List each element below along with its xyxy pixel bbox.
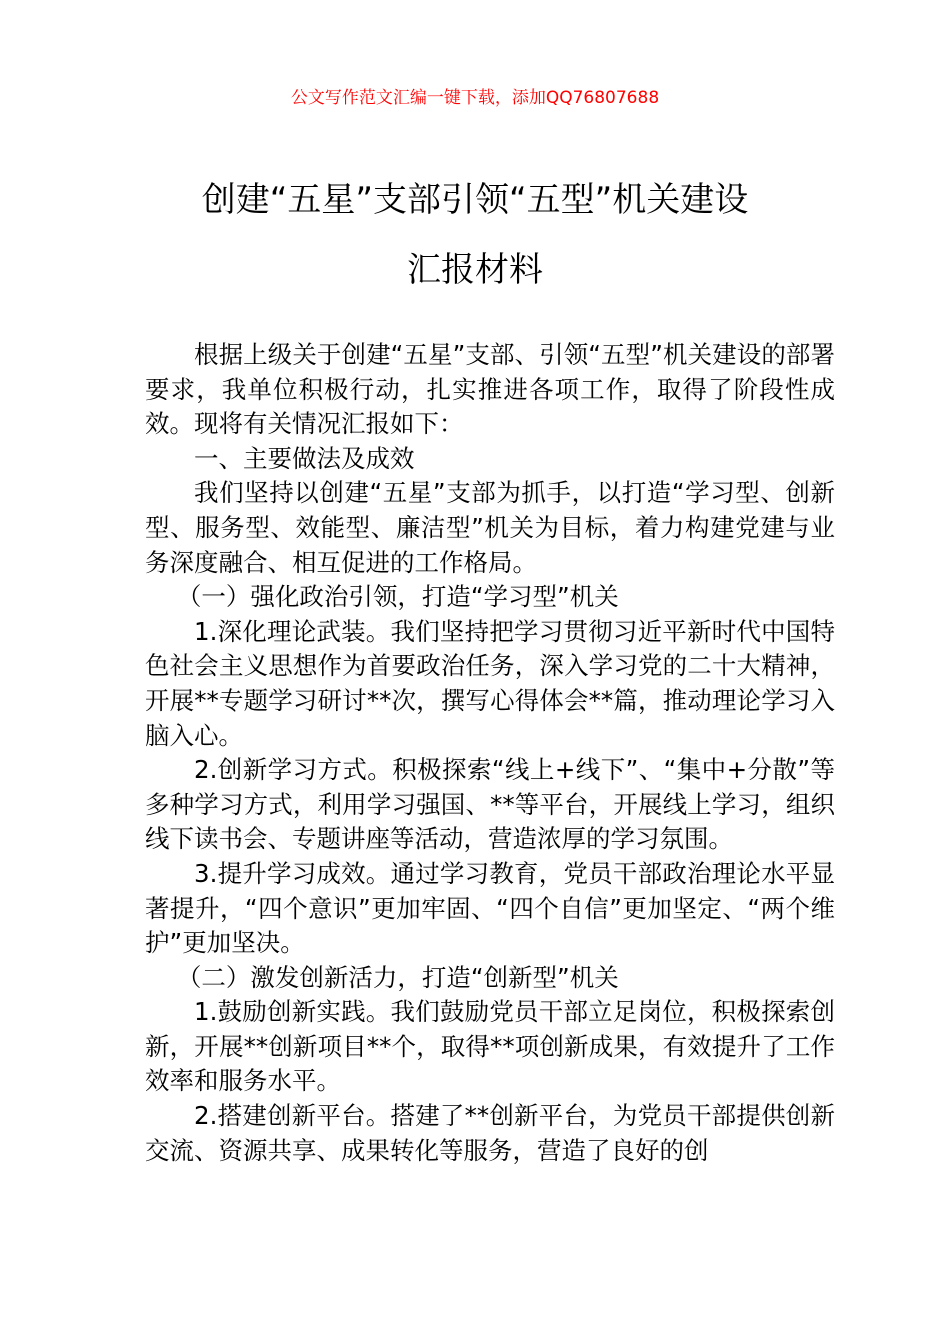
item-paragraph-2-2: 2.搭建创新平台。搭建了**创新平台，为党员干部提供创新交流、资源共享、成果转化等服务，营造了良好的创 [145, 1101, 835, 1165]
subsection-heading-2: （二）激发创新活力，打造“创新型”机关 [176, 962, 619, 992]
intro-paragraph: 根据上级关于创建“五星”支部、引领“五型”机关建设的部署要求，我单位积极行动，扎实推进各项工作，取得了阶段性成效。现将有关情况汇报如下： [145, 340, 835, 439]
document-body [145, 338, 835, 1168]
subsection-heading-1: （一）强化政治引领，打造“学习型”机关 [176, 582, 619, 612]
download-banner: 公文写作范文汇编一键下载，添加QQ76807688 [290, 88, 660, 108]
item-paragraph-1-3: 3.提升学习成效。通过学习教育，党员干部政治理论水平显著提升，“四个意识”更加牢固、“四个自信”更加坚定、“两个维护”更加坚决。 [145, 858, 835, 958]
item-paragraph-2-1: 1.鼓励创新实践。我们鼓励党员干部立足岗位，积极探索创新，开展**创新项目**个，取得**项创新成果，有效提升了工作效率和服务水平。 [145, 997, 835, 1096]
item-paragraph-1-1: 1.深化理论武装。我们坚持把学习贯彻习近平新时代中国特色社会主义思想作为首要政治任务，深入学习党的二十大精神，开展**专题学习研讨**次，撰写心得体会**篇，推动理论学习入脑入心。 [145, 616, 835, 750]
document-title-line-2: 汇报材料 [407, 250, 543, 290]
section-1-overview-paragraph: 我们坚持以创建“五星”支部为抓手，以打造“学习型、创新型、服务型、效能型、廉洁型”机关为目标，着力构建党建与业务深度融合、相互促进的工作格局。 [145, 478, 835, 577]
section-heading-1: 一、主要做法及成效 [194, 443, 415, 473]
item-paragraph-1-2: 2.创新学习方式。积极探索“线上+线下”、“集中+分散”等多种学习方式，利用学习强国、**等平台，开展线上学习，组织线下读书会、专题讲座等活动，营造浓厚的学习氛围。 [145, 755, 835, 854]
document-title-line-1: 创建“五星”支部引领“五型”机关建设 [201, 180, 749, 220]
